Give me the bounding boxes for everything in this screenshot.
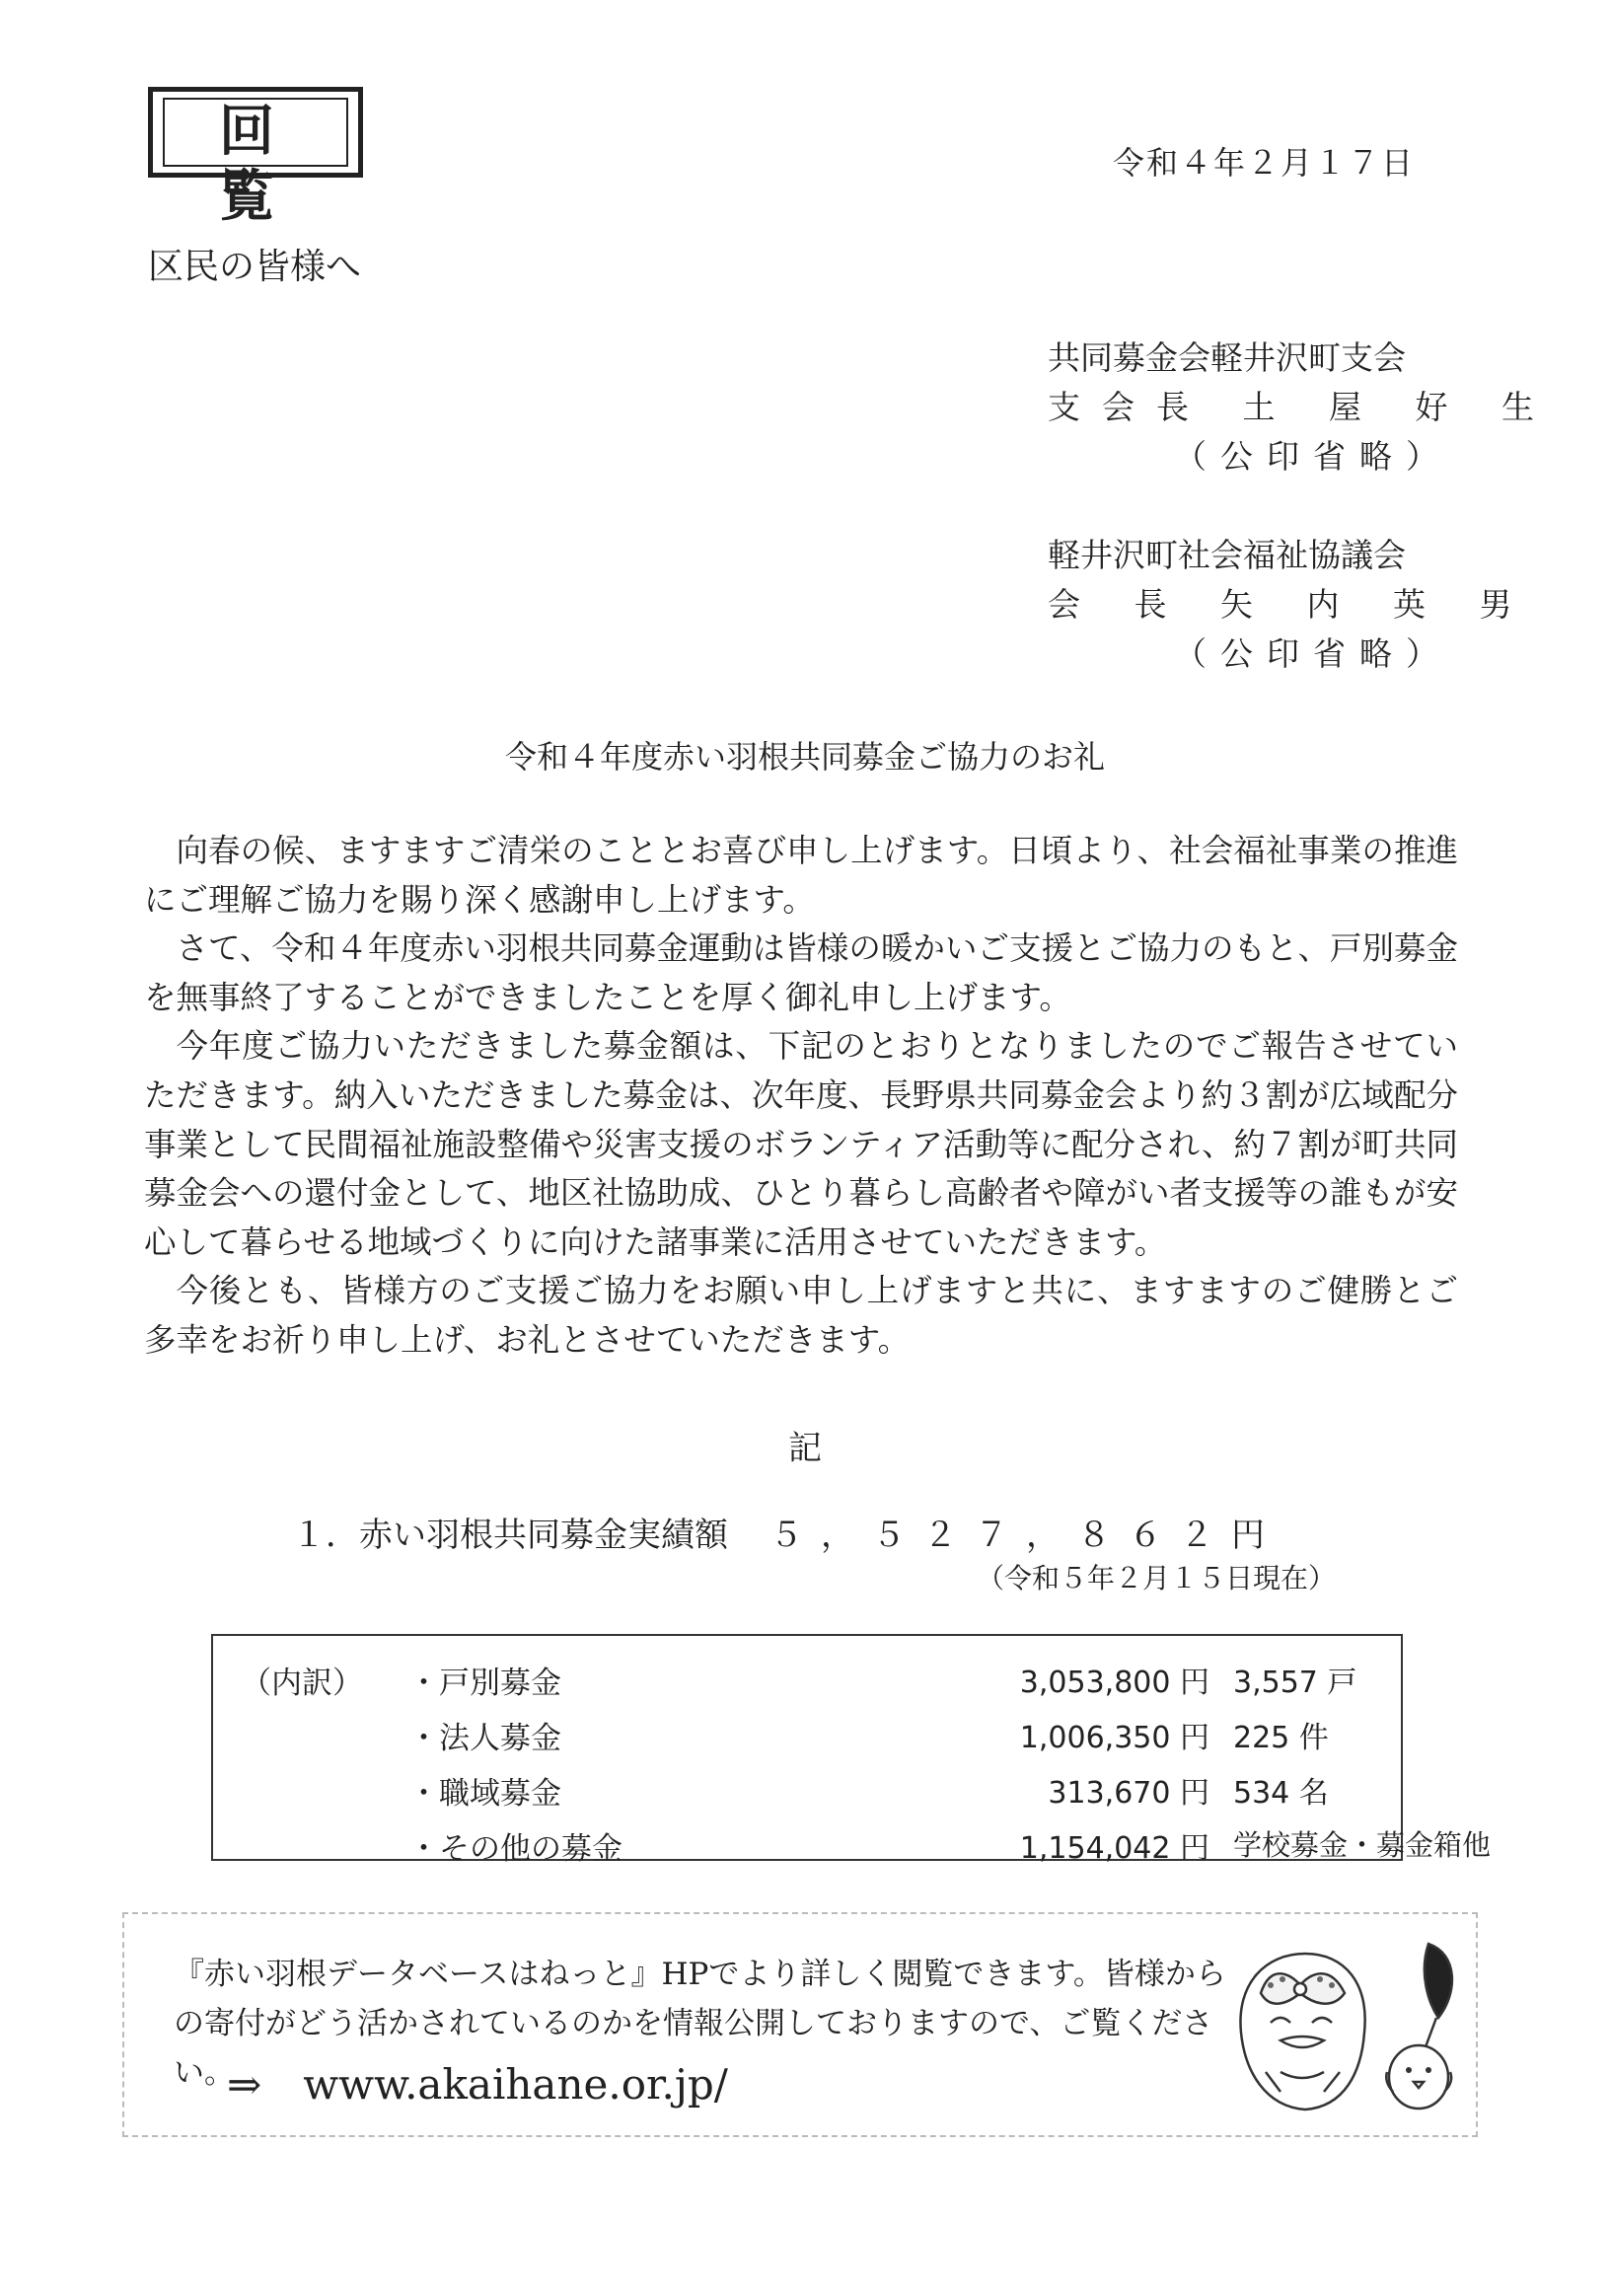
paragraph: さて、令和４年度赤い羽根共同募金運動は皆様の暖かいご支援とご協力のもと、戸別募金を無事終了することができましたことを厚く御礼申し上げます。 [144,929,1458,1016]
paragraph: 向春の候、ますますご清栄のこととお喜び申し上げます。日頃より、社会福祉事業の推進にご理解ご協力を賜り深く感謝申し上げます。 [144,832,1458,919]
info-text: 『赤い羽根データベースはねっと』HPでより詳しく閲覧できます。皆様からの寄付がどう活かされているのかを情報公開しておりますので、ご覧ください。 [174,1957,1226,2091]
breakdown-count: 学校募金・募金箱他 [1233,1828,1492,1862]
result-label: １．赤い羽根共同募金実績額 [292,1516,728,1555]
breakdown-name: ・その他の募金 [408,1831,622,1867]
breakdown-row [213,1658,1401,1707]
paragraph: 今後とも、皆様方のご支援ご協力をお願い申し上げますと共に、ますますのご健勝とご多幸をお祈り申し上げ、お礼とさせていただきます。 [144,1272,1458,1359]
breakdown-amount: 1,154,042 円 [1019,1831,1209,1866]
sender-org: 軽井沢町社会福祉協議会 [1048,536,1406,574]
breakdown-count: 225 件 [1233,1721,1329,1755]
breakdown-count: 534 名 [1233,1776,1329,1811]
breakdown-row [213,1713,1401,1762]
breakdown-amount: 313,670 円 [1048,1776,1209,1811]
breakdown-count: 3,557 戸 [1233,1666,1357,1700]
result-line [292,1508,1282,1556]
breakdown-amount: 1,006,350 円 [1019,1721,1209,1755]
result-amount: ５，５２７，８６２円 [769,1516,1282,1555]
arrow-icon: ⇒ [227,2060,262,2109]
addressee: 区民の皆様へ [148,247,362,287]
breakdown-row [213,1823,1492,1873]
sender-seal-note: （公印省略） [1174,634,1452,673]
document-date: 令和４年２月１７日 [1113,144,1416,182]
breakdown-box [211,1634,1492,1867]
breakdown-name: ・戸別募金 [408,1666,561,1701]
sender-title-name: 会 長 矢 内 英 男 [1048,585,1534,624]
url-line [227,2060,728,2109]
body-text [144,827,1458,1366]
breakdown-label: （内訳） [241,1666,363,1701]
website-url[interactable]: www.akaihane.or.jp/ [303,2060,728,2109]
ki-heading: 記 [788,1429,822,1468]
document-title: 令和４年度赤い羽根共同募金ご協力のお礼 [504,738,1105,776]
breakdown-amount: 3,053,800 円 [1019,1666,1209,1700]
sender-title-name: 支会長 土 屋 好 生 [1048,388,1556,426]
paragraph: 今年度ご協力いただきました募金額は、下記のとおりとなりましたのでご報告させていただきます。納入いただきました募金は、次年度、長野県共同募金会より約３割が広域配分事業として民間福祉施設整備や災害支援のボランティア活動等に配分され、約７割が町共同募金会への還付金として、地区社協助成、ひとり暮らし高齢者や障がい者支援等の誰もが安心して暮らせる地域づくりに向けた諸事業に活用させていただきます。 [144,1027,1458,1261]
breakdown-name: ・職域募金 [408,1776,561,1812]
circulation-label: 回 覧 [163,98,348,167]
breakdown-name: ・法人募金 [408,1721,561,1756]
sender-seal-note: （公印省略） [1174,437,1452,476]
mascot-illustration [1221,1924,1478,2121]
sender-block-1 [1048,333,1556,481]
circulation-stamp [148,87,363,229]
breakdown-row [213,1768,1401,1817]
sender-block-2 [1048,531,1533,679]
result-as-of: （令和５年２月１５日現在） [977,1562,1337,1594]
sender-org: 共同募金会軽井沢町支会 [1048,338,1406,377]
